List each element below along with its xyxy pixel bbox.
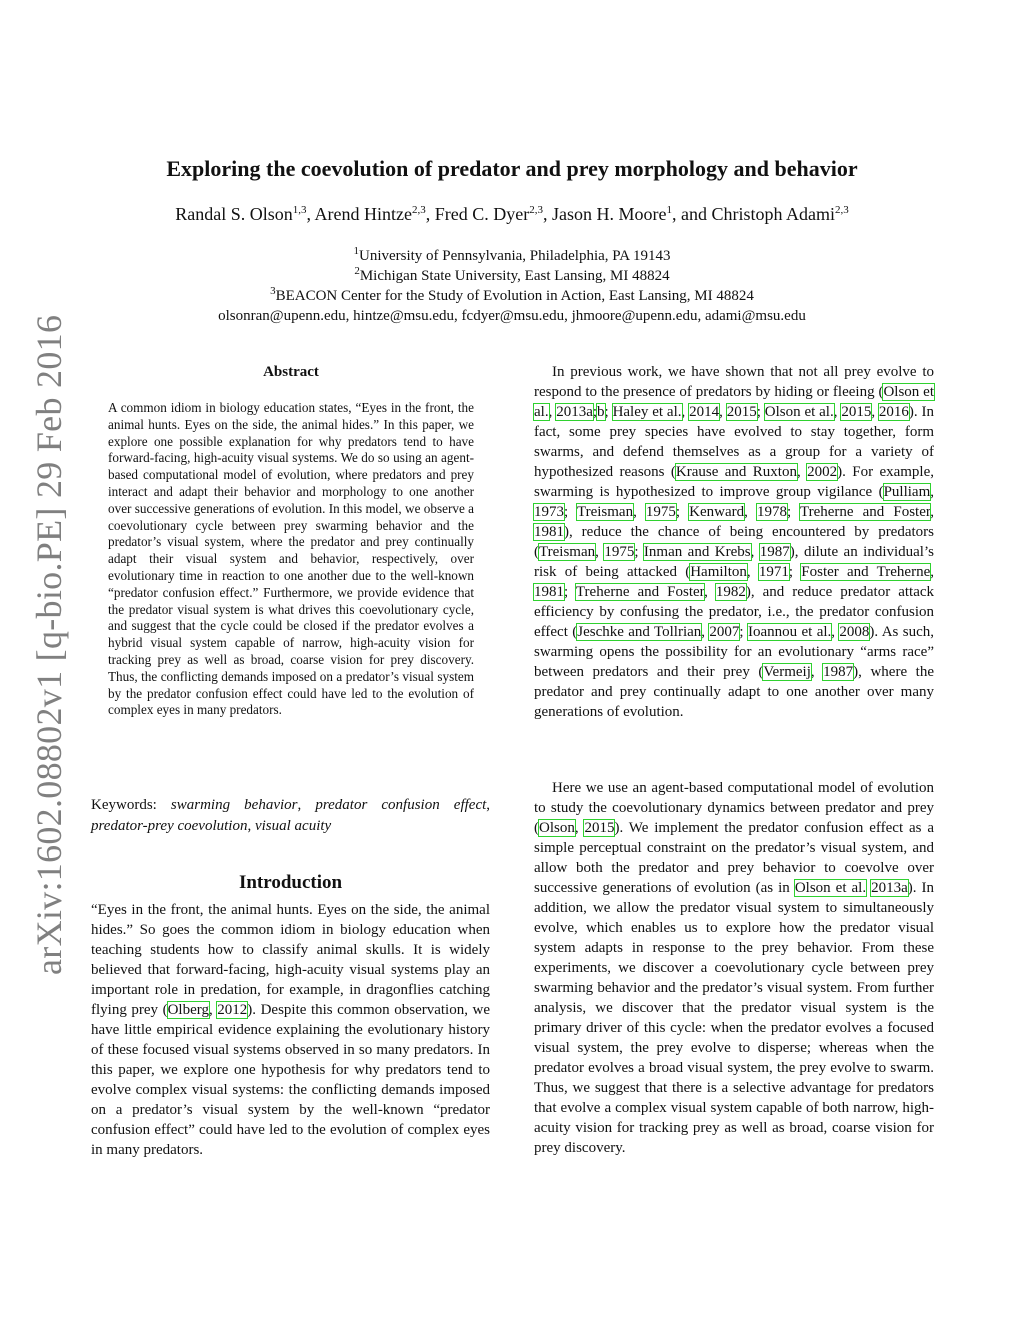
citation-link[interactable]: Treisman <box>539 544 596 560</box>
author-name: Fred C. Dyer <box>434 204 530 224</box>
affiliation-line: $^2$Michigan State University, East Lansing, MI 48824 <box>354 265 670 284</box>
citation-link[interactable]: Treisman <box>576 504 634 520</box>
citation-link[interactable]: Krause and Ruxton <box>675 464 797 480</box>
arxiv-identifier-stamp: arXiv:1602.08802v1 [q-bio.PE] 29 Feb 2016 <box>29 314 69 975</box>
abstract-body: A common idiom in biology education states, “Eyes in the front, the animal hunts. Eyes on the side, the animal hides.” In this paper, we explore one possible explanation for why predators tend to have forward-facing, high-acuity visual systems. We do so using an agent-based computational model of evolution, where predators and prey interact and adapt their behavior and morphology to one another over successive generations of evolution. In this model, we observe a coevolutionary cycle between prey swarming behavior and the predator’s visual system, where the predator and prey continually adapt their visual system and behavior, respectively, over evolutionary time in reaction to one another due to the well-known “predator confusion effect.” Furthermore, we provide evidence that the predator visual system is what drives this coevolutionary cycle, and suggest that the cycle could be closed if the predator evolves a hybrid visual system capable of narrow, high-acuity vision for tracking prey as well as broad, coarse vision for prey discovery. Thus, the conflicting demands imposed on a predator’s visual system by the predator confusion effect could have led to the evolution of complex eyes in many predators. <box>108 400 474 718</box>
citation-link[interactable]: 2007 <box>709 624 740 640</box>
citation-link[interactable]: Pulliam <box>883 484 931 500</box>
author-name: Randal S. Olson <box>175 204 293 224</box>
author-affiliation-marker: 2,3 <box>835 204 849 216</box>
keyword: visual acuity <box>254 818 332 834</box>
citation-link[interactable]: Inman and Krebs <box>643 544 751 560</box>
abstract-heading: Abstract <box>263 364 319 380</box>
citation-link[interactable]: 1973 <box>534 504 564 520</box>
citation-link[interactable]: 2015 <box>841 404 872 420</box>
citation-link[interactable]: Treherne and Foster <box>799 504 931 520</box>
author-name: Jason H. Moore <box>551 204 667 224</box>
author-name: Arend Hintze <box>314 204 412 224</box>
citation-link[interactable]: Hamilton <box>690 564 747 580</box>
previous-work-paragraph: In previous work, we have shown that not all prey evolve to respond to the presence of predators by hiding or fleeing (Olson et al., 2013a;b; Haley et al., 2014, 2015; Olson et al., 2015, 2016). In fact, some prey species have evolved to stay together, form swarms, and defend themselves as a group for a variety of hypothesized reasons (Krause and Ruxton, 2002). For example, swarming is hypothesized to improve group vigilance (Pulliam, 1973; Treisman, 1975; Kenward, 1978; Treherne and Foster, 1981), reduce the chance of being encountered by predators (Treisman, 1975; Inman and Krebs, 1987), dilute an individual’s risk of being attacked (Hamilton, 1971; Foster and Treherne, 1981; Treherne and Foster, 1982), and reduce predator attack efficiency by confusing the predator, i.e., the predator confusion effect (Jeschke and Tollrian, 2007; Ioannou et al., 2008). As such, swarming opens the possibility for an evolutionary “arms race” between predators and their prey (Vermeij, 1987), where the predator and prey continually adapt to one another over many generations of evolution. <box>534 364 935 720</box>
citation-link[interactable]: Olberg <box>167 1002 209 1018</box>
citation-link[interactable]: Vermeij <box>763 664 811 680</box>
keywords: Keywords: swarming behavior, predator confusion effect, predator-prey coevolution, visual acuity <box>91 797 491 834</box>
citation-link[interactable]: 2002 <box>807 464 838 480</box>
author-affiliation-marker: 1,3 <box>292 204 307 216</box>
citation-link[interactable]: 1981 <box>534 524 564 540</box>
citation-link[interactable]: 1978 <box>756 504 787 520</box>
citation-link[interactable]: 1975 <box>645 504 676 520</box>
introduction-heading: Introduction <box>238 872 343 893</box>
citation-link[interactable]: 1981 <box>534 584 564 600</box>
author-emails: olsonran@upenn.edu, hintze@msu.edu, fcdyer@msu.edu, jhmoore@upenn.edu, adami@msu.edu <box>218 308 806 324</box>
affiliation-line: $^3$BEACON Center for the Study of Evolution in Action, East Lansing, MI 48824 <box>270 285 754 304</box>
citation-link[interactable]: 2012 <box>217 1002 248 1018</box>
author-affiliation-marker: 2,3 <box>529 204 543 216</box>
author-affiliation-marker: 2,3 <box>412 204 426 216</box>
citation-link[interactable]: 2013a <box>556 404 593 420</box>
citation-link[interactable]: Ioannou et al. <box>747 624 832 640</box>
citation-link[interactable]: Treherne and Foster <box>575 584 705 600</box>
citation-link[interactable]: Foster and Treherne <box>801 564 931 580</box>
citation-link[interactable]: Jeschke and Tollrian <box>577 624 702 640</box>
citation-link[interactable]: Haley et al. <box>612 404 682 420</box>
introduction-paragraph-left: “Eyes in the front, the animal hunts. Eyes on the side, the animal hides.” So goes the common idiom in biology education when teaching students how to classify animal skulls. It is widely believed that forward-facing, high-acuity visual systems play an important role in predation, for example, in dragonflies catching flying prey (Olberg, 2012). Despite this common observation, we have little empirical evidence explaining the evolutionary history of these focused visual systems observed in so many predators. In this paper, we explore one hypothesis for why predators tend to evolve complex visual systems: the conflicting demands imposed on a predator’s visual system by the well-known “predator confusion effect” could have led to the evolution of complex eyes in many predators. <box>91 902 491 1158</box>
citation-link[interactable]: 1987 <box>823 664 854 680</box>
keyword: swarming behavior <box>170 797 298 813</box>
citation-link[interactable]: 2015 <box>584 820 615 836</box>
citation-link[interactable]: 2013a <box>871 880 908 896</box>
citation-link[interactable]: 1987 <box>759 544 790 560</box>
citation-link[interactable]: 1982 <box>715 584 746 600</box>
paper-title: Exploring the coevolution of predator and prey morphology and behavior <box>166 156 858 181</box>
keyword: predator-prey coevolution <box>91 818 248 834</box>
citation-link[interactable]: b <box>597 404 605 420</box>
citation-link[interactable]: Olson <box>539 820 575 836</box>
citation-link[interactable]: 2016 <box>878 404 909 420</box>
citation-link[interactable]: 2015 <box>726 404 757 420</box>
author-list: Randal S. Olson$^{1,3}$, Arend Hintze$^{2,3}$, Fred C. Dyer$^{2,3}$, Jason H. Moore$^1$, and Christoph Adami$^{2,3}$ <box>175 204 849 224</box>
citation-link[interactable]: 1971 <box>758 564 789 580</box>
citation-link[interactable]: Olson et al. <box>764 404 834 420</box>
citation-link[interactable]: Olson et al. <box>794 880 867 896</box>
citation-link[interactable]: 2008 <box>839 624 870 640</box>
author-name: Christoph Adami <box>711 204 835 224</box>
affiliation-line: $^1$University of Pennsylvania, Philadelphia, PA 19143 <box>353 245 671 264</box>
affiliations <box>60 246 964 326</box>
citation-link[interactable]: Olson et al. <box>534 384 934 420</box>
citation-link[interactable]: Kenward <box>689 504 745 520</box>
model-overview-paragraph: Here we use an agent-based computational model of evolution to study the coevolutionary dynamics between predator and prey (Olson, 2015). We implement the predator confusion effect as a simple perceptual constraint on the predator’s visual system, and allow both the predator and prey behavior to coevolve over successive generations of evolution (as in Olson et al. 2013a). In addition, we allow the predator visual system to simultaneously evolve, which enables us to explore how the predator visual system adapts in response to the prey behavior. From these experiments, we discover a coevolutionary cycle between prey swarming behavior and the predator’s visual system. From further analysis, we discover that the predator visual system is the primary driver of this cycle: when the predator evolves a focused visual system, the prey evolve to disperse; whereas when the predator evolves a broad visual system, the prey evolve to swarm. Thus, we suggest that there is a selective advantage for predators that evolve a complex visual system capable of both narrow, high-acuity vision for tracking prey as well as broad, coarse vision for prey discovery. <box>534 780 935 1156</box>
author-affiliation-marker: 1 <box>666 204 672 216</box>
citation-link[interactable]: 2014 <box>689 404 720 420</box>
keywords-label: Keywords: <box>91 797 171 813</box>
citation-link[interactable]: 1975 <box>604 544 635 560</box>
keyword: predator confusion effect <box>315 797 487 813</box>
